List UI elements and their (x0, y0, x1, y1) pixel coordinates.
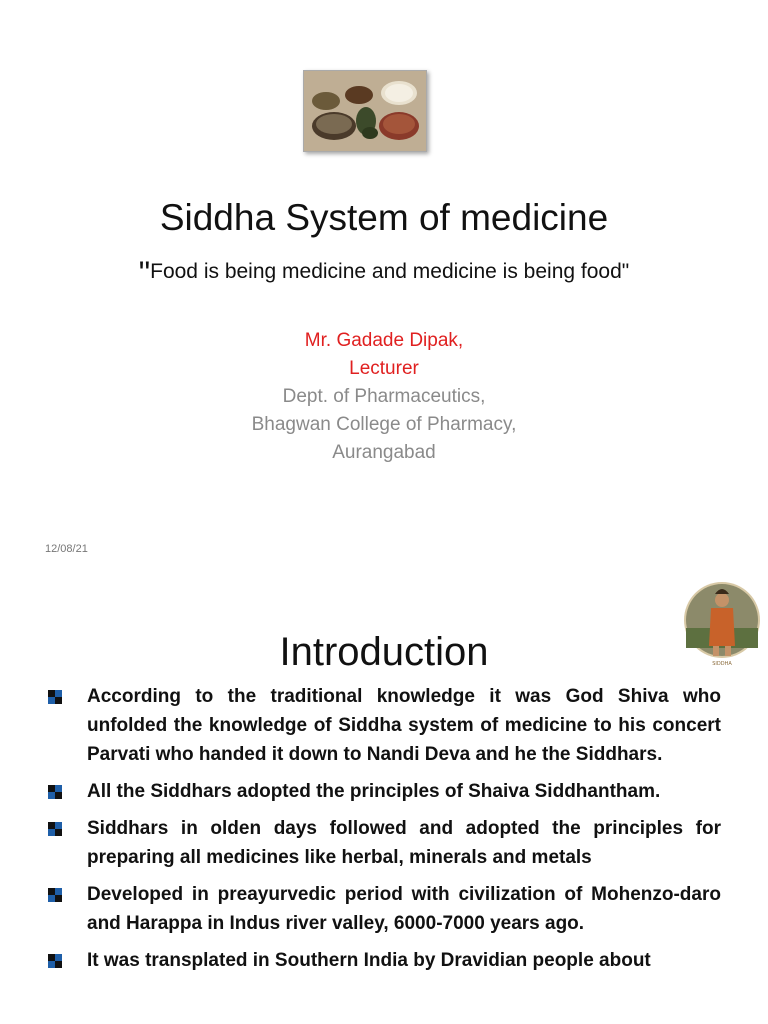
bullet-text: Developed in preayurvedic period with civilization of Mohenzo-daro and Harappa in Indus river valley, 6000-7000 years ago. (87, 884, 721, 934)
bullet-text: According to the traditional knowledge it was God Shiva who unfolded the knowledge of Siddha system of medicine to his concert Parvati who handed it down to Nandi Deva and he the Siddhars. (87, 686, 721, 765)
department: Dept. of Pharmaceutics, (282, 386, 486, 407)
bullet-square-icon (48, 785, 62, 799)
college: Bhagwan College of Pharmacy, (251, 414, 517, 435)
bullet-list (45, 682, 721, 983)
slide-title: Siddha System of medicine (159, 197, 609, 238)
author-name: Mr. Gadade Dipak, (304, 330, 464, 351)
bullet-square-icon (48, 888, 62, 902)
author-role: Lecturer (349, 358, 419, 379)
list-item (45, 814, 721, 872)
svg-text:SIDDHA: SIDDHA (712, 661, 732, 667)
list-item (45, 946, 721, 975)
bullet-square-icon (48, 822, 62, 836)
quote-text: Food is being medicine and medicine is being food" (150, 260, 630, 283)
bullet-text: It was transplated in Southern India by Dravidian people about (87, 950, 651, 971)
quote-open-mark: " (138, 255, 151, 291)
bullet-square-icon (48, 690, 62, 704)
bullet-square-icon (48, 954, 62, 968)
introduction-slide (0, 570, 768, 1024)
list-item (45, 682, 721, 769)
author-block (0, 327, 768, 467)
quote (0, 252, 768, 291)
list-item (45, 777, 721, 806)
city: Aurangabad (332, 442, 436, 463)
herbs-photo (303, 70, 427, 152)
slide-title: Introduction (279, 630, 489, 674)
list-item (45, 880, 721, 938)
slide-date: 12/08/21 (45, 543, 88, 555)
bullet-text: All the Siddhars adopted the principles of Shaiva Siddhantham. (87, 781, 661, 802)
bullet-text: Siddhars in olden days followed and adopted the principles for preparing all medicines like herbal, minerals and metals (87, 818, 721, 868)
